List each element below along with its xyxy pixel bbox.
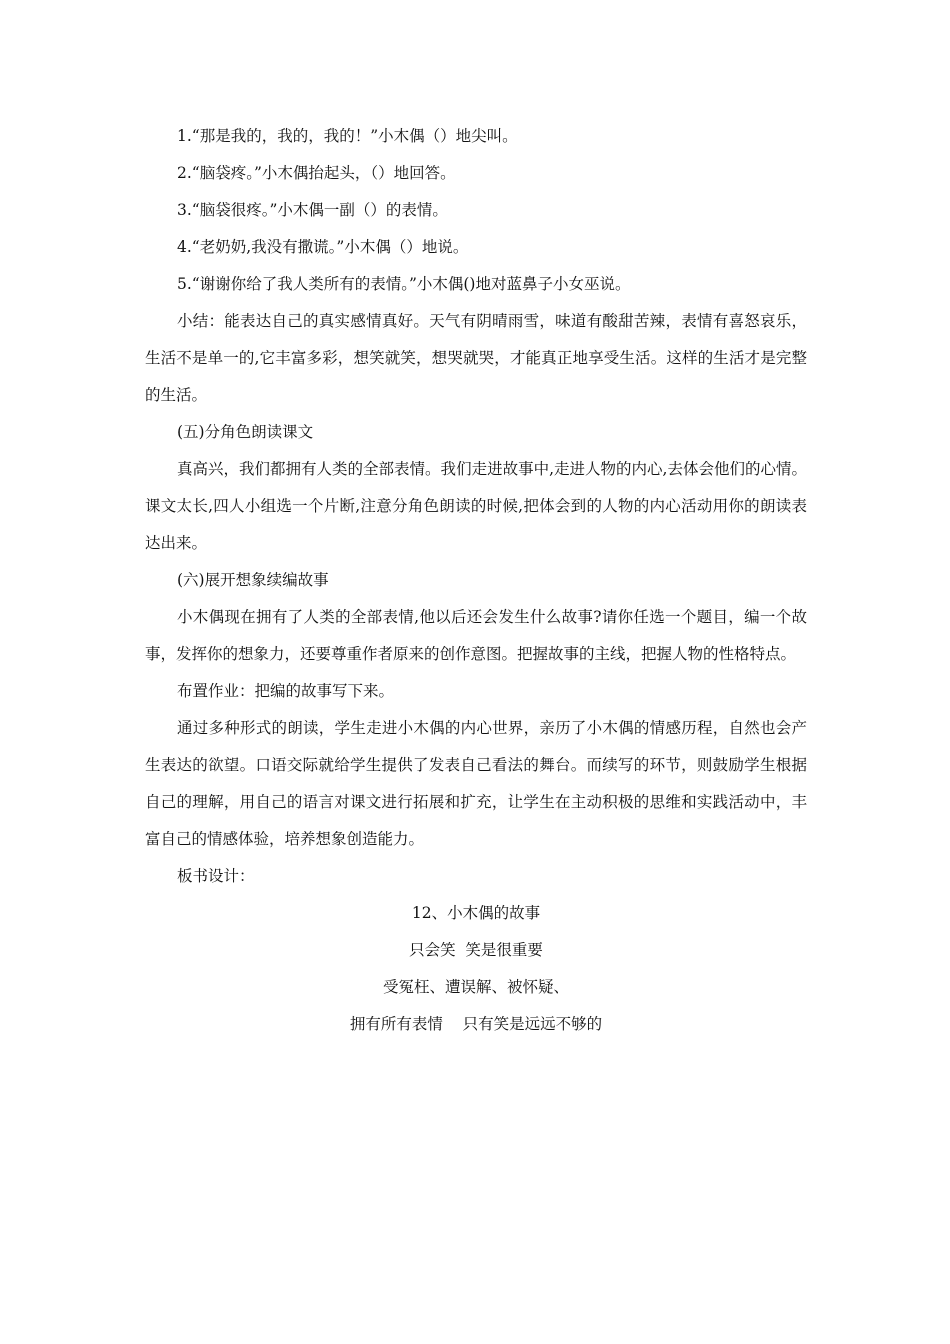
section-heading-6: (六)展开想象续编故事	[177, 571, 329, 589]
fill-in-item-3: 3.“脑袋很疼。”小木偶一副（）的表情。	[177, 201, 448, 219]
fill-in-item-2: 2.“脑袋疼。”小木偶抬起头，（）地回答。	[177, 164, 456, 182]
board-title: 12、小木偶的故事	[411, 904, 541, 922]
reflection-paragraph: 通过多种形式的朗读，学生走进小木偶的内心世界，亲历了小木偶的情感历程，自然也会产生表达的欲望。口语交际就给学生提供了发表自己看法的舞台。而续写的环节，则鼓励学生根据自己的理解，用自己的语言对课文进行拓展和扩充，让学生在主动积极的思维和实践活动中，丰富自己的情感体验，培养想象创造能力。	[145, 719, 807, 848]
summary-paragraph: 小结：能表达自己的真实感情真好。天气有阴晴雨雪，味道有酸甜苦辣，表情有喜怒哀乐，生活不是单一的,它丰富多彩，想笑就笑，想哭就哭，才能真正地享受生活。这样的生活才是完整的生活。	[145, 312, 807, 404]
fill-in-item-1: 1.“那是我的，我的，我的！”小木偶（）地尖叫。	[177, 127, 518, 145]
section-heading-5: (五)分角色朗读课文	[177, 423, 314, 441]
homework-line: 布置作业：把编的故事写下来。	[177, 682, 395, 700]
board-design-label: 板书设计：	[177, 867, 255, 885]
section-6-paragraph: 小木偶现在拥有了人类的全部表情,他以后还会发生什么故事?请你任选一个题目，编一个故事，发挥你的想象力，还要尊重作者原来的创作意图。把握故事的主线，把握人物的性格特点。	[145, 608, 807, 663]
document-body	[145, 118, 807, 1043]
board-line-1: 只会笑 笑是很重要	[409, 941, 543, 959]
section-5-paragraph: 真高兴，我们都拥有人类的全部表情。我们走进故事中,走进人物的内心,去体会他们的心情。课文太长,四人小组选一个片断,注意分角色朗读的时候,把体会到的人物的内心活动用你的朗读表达出来。	[145, 460, 807, 552]
fill-in-item-5: 5.“谢谢你给了我人类所有的表情。”小木偶()地对蓝鼻子小女巫说。	[177, 275, 631, 293]
board-line-3: 拥有所有表情 只有笑是远远不够的	[349, 1015, 603, 1033]
fill-in-item-4: 4.“老奶奶,我没有撒谎。”小木偶（）地说。	[177, 238, 469, 256]
board-line-2: 受冤枉、遭误解、被怀疑、	[382, 978, 569, 996]
